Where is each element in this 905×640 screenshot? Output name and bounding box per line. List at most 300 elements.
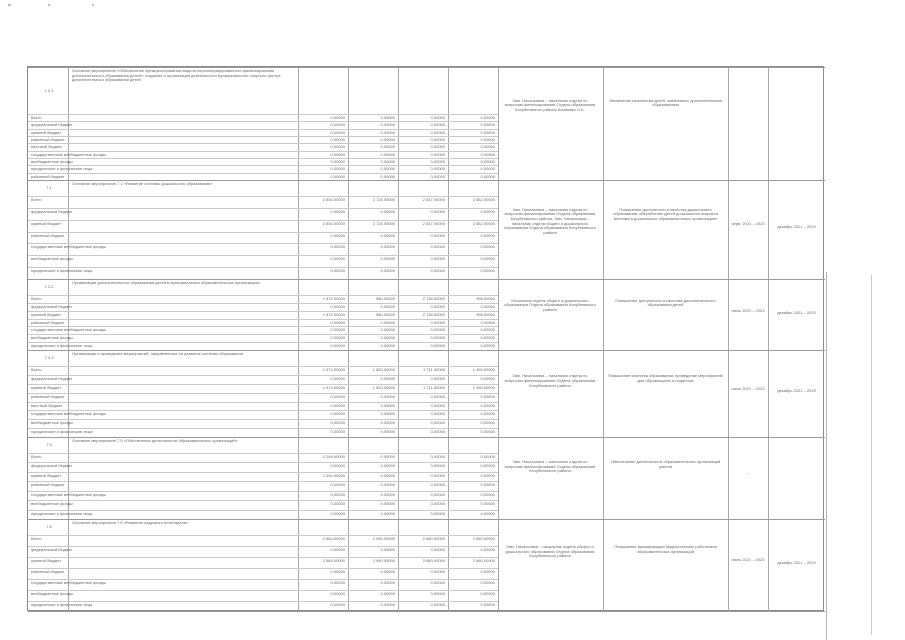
row-label: Всего: [31, 536, 42, 541]
deadline-text: декабрь 2021 – 2023: [777, 389, 816, 394]
row-label: краевой бюджет: [31, 384, 62, 390]
table-bottom: [28, 611, 825, 612]
row-value: 0,00000: [430, 472, 445, 478]
row-value: 2 138,00000: [422, 296, 445, 301]
row-value: 0,00000: [330, 268, 345, 274]
row-divider: [28, 319, 498, 320]
row-value: 0,00000: [430, 256, 445, 262]
row-value: 0,00000: [380, 602, 395, 607]
row-label: краевой бюджет: [31, 220, 62, 226]
row-value: 0,00000: [380, 303, 395, 309]
row-value: 2 660,00000: [422, 558, 445, 563]
row-label: государственные внебюджетные фонды: [31, 580, 107, 585]
row-value: 0,00000: [480, 343, 495, 349]
row-divider: [28, 129, 498, 130]
row-divider: [28, 158, 498, 159]
row-value: 0,00000: [330, 591, 345, 596]
row-label: юридические и физические лица: [31, 268, 93, 274]
row-value: 0,00000: [380, 501, 395, 507]
row-divider: [28, 220, 498, 221]
row-divider: [28, 546, 498, 547]
row-value: 0,00000: [480, 393, 495, 399]
row-divider: [28, 208, 498, 209]
row-label: юридические и физические лица: [31, 429, 93, 435]
row-divider: [28, 557, 498, 558]
row-value: 0,00000: [380, 137, 395, 142]
row-value: 1 872,00000: [322, 311, 345, 317]
section-title: Организация дополнительного образования детей в муниципальных образовательных организациях: [72, 281, 260, 285]
row-value: 398,00000: [476, 311, 495, 317]
row-label: Всего: [31, 454, 42, 459]
scan-mark: [8, 4, 11, 6]
row-divider: [28, 311, 498, 312]
row-value: 0,00000: [380, 420, 395, 426]
row-value: 0,00000: [480, 115, 495, 120]
row-value: 0,00000: [430, 547, 445, 552]
section-divider: [28, 180, 825, 181]
row-divider: [28, 462, 498, 463]
row-value: 0,00000: [380, 268, 395, 274]
row-value: 0,00000: [480, 482, 495, 488]
row-value: 0,00000: [430, 569, 445, 574]
row-divider: [28, 384, 498, 385]
row-value: 2 834,00000: [322, 220, 345, 226]
row-value: 0,00000: [380, 402, 395, 408]
row-value: 0,00000: [330, 429, 345, 435]
executor-text: Начальник отдела общего и дошкольного образования Отдела образования Кочубеевского района: [504, 298, 596, 313]
result-text: Обеспечение деятельности образовательных организаций района: [610, 459, 721, 469]
period-text: июль 2021 – 2023: [731, 308, 765, 313]
row-label: федеральный бюджет: [31, 122, 73, 128]
row-value: 1 294,00000: [322, 472, 345, 478]
row-value: 0,00000: [380, 472, 395, 478]
section-title: Организация и проведение мероприятий, направленных на развитие системы образования: [72, 352, 243, 356]
row-value: 0,00000: [330, 375, 345, 381]
row-value: 0,00000: [480, 129, 495, 135]
row-value: 0,00000: [430, 454, 445, 459]
row-value: 980,00000: [376, 296, 395, 301]
row-label: районный бюджет: [31, 569, 65, 574]
row-label: государственные внебюджетные фонды: [31, 411, 107, 417]
row-label: краевой бюджет: [31, 311, 62, 317]
row-divider: [28, 165, 498, 166]
row-divider: [28, 267, 498, 268]
result-text: Увеличение количества детей, охваченных дополнительным образованием: [609, 98, 722, 108]
row-value: 2 725,00000: [372, 220, 395, 226]
row-value: 0,00000: [380, 491, 395, 497]
row-divider: [28, 491, 498, 492]
row-label: федеральный бюджет: [31, 463, 73, 469]
scan-edge-line: [871, 275, 872, 635]
row-label: местный бюджет: [31, 144, 63, 150]
row-value: 2 664,00000: [322, 558, 345, 563]
row-value: 0,00000: [330, 244, 345, 250]
row-value: 1 574,00000: [322, 367, 345, 372]
row-value: 0,00000: [380, 208, 395, 214]
section-code: 1.2.1: [44, 87, 54, 93]
row-value: 0,00000: [480, 166, 495, 172]
row-divider: [28, 255, 498, 256]
row-divider: [28, 590, 498, 591]
executor-text: Зам. Начальника – начальник отдела по вопросам финансирования Отдела образования Кочубеевского района Балакова О.А.: [504, 98, 596, 112]
row-value: 0,00000: [430, 319, 445, 325]
row-value: 2 138,00000: [422, 311, 445, 317]
row-divider: [28, 326, 498, 327]
row-value: 0,00000: [380, 159, 395, 164]
row-value: 0,00000: [430, 232, 445, 238]
section-code: 7.1: [46, 185, 52, 190]
row-value: 0,00000: [480, 510, 495, 516]
row-value: 0,00000: [480, 591, 495, 596]
row-value: 1 294,00000: [322, 454, 345, 459]
result-text: Повышение квалификации педагогических работников образовательных организаций: [614, 545, 717, 554]
row-value: 0,00000: [480, 122, 495, 128]
row-value: 0,00000: [330, 335, 345, 341]
row-value: 0,00000: [380, 319, 395, 325]
row-divider: [28, 136, 498, 137]
section-code: 7.2.2: [44, 284, 54, 289]
section-title: Основное мероприятие 7.1 «Развитие системы дошкольного образования»: [72, 182, 213, 186]
row-value: 0,00000: [330, 569, 345, 574]
row-value: 0,00000: [330, 173, 345, 179]
row-value: 0,00000: [330, 393, 345, 399]
section-title: Основное мероприятие 7.6 «Развитие кадрового потенциала»: [72, 521, 189, 525]
row-value: 1 711,00000: [423, 384, 445, 390]
row-value: 0,00000: [380, 454, 395, 459]
row-label: юридические и физические лица: [31, 343, 93, 349]
row-value: 0,00000: [330, 319, 345, 325]
row-value: 0,00000: [430, 159, 445, 164]
row-divider: [28, 481, 498, 482]
row-value: 0,00000: [480, 335, 495, 341]
row-label: внебюджетные фонды: [31, 501, 74, 507]
row-value: 0,00000: [380, 151, 395, 157]
row-label: Всего: [31, 367, 42, 372]
row-value: 0,00000: [430, 491, 445, 497]
executor-text: Зам. Начальника – начальник отдела общего и дошкольного образования Отдела образования Кочубеевского района: [505, 545, 595, 559]
row-value: 0,00000: [430, 343, 445, 349]
row-value: 0,00000: [480, 429, 495, 435]
row-value: 0,00000: [380, 115, 395, 120]
row-label: государственные внебюджетные фонды: [31, 327, 107, 333]
row-value: 0,00000: [430, 402, 445, 408]
row-value: 0,00000: [480, 208, 495, 214]
row-value: 0,00000: [430, 429, 445, 435]
row-divider: [28, 151, 498, 152]
row-value: 0,00000: [380, 335, 395, 341]
row-value: 1 490,00000: [472, 384, 495, 390]
row-value: 0,00000: [380, 547, 395, 552]
row-value: 0,00000: [330, 151, 345, 157]
row-value: 0,00000: [330, 232, 345, 238]
row-label: Всего: [31, 296, 42, 301]
row-divider: [28, 419, 498, 420]
row-value: 0,00000: [430, 602, 445, 607]
result-text: Повышение качества образования; проведение мероприятий для обучающихся и педагогов: [608, 374, 723, 383]
row-value: 0,00000: [430, 115, 445, 120]
scan-edge-line: [826, 272, 827, 640]
row-label: юридические и физические лица: [31, 166, 93, 172]
column-divider: [498, 67, 499, 612]
row-value: 0,00000: [330, 501, 345, 507]
row-value: 0,00000: [430, 510, 445, 516]
period-text: июль 2021 – 2023: [731, 558, 765, 563]
row-value: 0,00000: [480, 303, 495, 309]
row-value: 0,00000: [330, 208, 345, 214]
row-value: 0,00000: [330, 510, 345, 516]
row-value: 0,00000: [430, 303, 445, 309]
row-value: 0,00000: [330, 491, 345, 497]
row-value: 0,00000: [480, 472, 495, 478]
row-value: 0,00000: [380, 256, 395, 262]
row-value: 0,00000: [480, 602, 495, 607]
row-value: 0,00000: [380, 429, 395, 435]
row-value: 0,00000: [380, 173, 395, 179]
column-divider: [603, 67, 604, 612]
scan-mark: [92, 4, 94, 6]
row-value: 0,00000: [380, 393, 395, 399]
row-value: 2 990,00000: [372, 536, 395, 541]
row-label: Всего: [31, 115, 42, 120]
row-divider: [28, 232, 498, 233]
row-label: районный бюджет: [31, 482, 65, 488]
period-text: июль 2021 – 2023: [731, 386, 765, 391]
row-value: 0,00000: [330, 256, 345, 262]
row-value: 0,00000: [380, 580, 395, 585]
row-label: государственные внебюджетные фонды: [31, 151, 107, 157]
row-label: юридические и физические лица: [31, 510, 93, 516]
row-value: 2 660,00000: [472, 558, 495, 563]
row-value: 0,00000: [480, 411, 495, 417]
row-value: 0,00000: [480, 402, 495, 408]
row-value: 0,00000: [430, 122, 445, 128]
row-label: районный бюджет: [31, 173, 65, 179]
row-label: федеральный бюджет: [31, 547, 73, 552]
row-value: 0,00000: [330, 602, 345, 607]
column-divider: [768, 67, 769, 612]
row-label: краевой бюджет: [31, 129, 62, 135]
row-value: 0,00000: [330, 547, 345, 552]
deadline-text: декабрь 2021 – 2023: [777, 224, 816, 229]
row-label: краевой бюджет: [31, 472, 62, 478]
section-code: 7.4.3: [44, 355, 54, 360]
row-divider: [28, 375, 498, 376]
row-value: 1 820,00000: [372, 367, 395, 372]
row-value: 0,00000: [430, 129, 445, 135]
row-label: районный бюджет: [31, 137, 65, 142]
row-value: 0,00000: [480, 327, 495, 333]
row-value: 0,00000: [430, 327, 445, 333]
row-value: 0,00000: [480, 268, 495, 274]
row-value: 0,00000: [430, 144, 445, 150]
row-value: 0,00000: [480, 319, 495, 325]
row-divider: [28, 579, 498, 580]
row-value: 398,00000: [476, 296, 495, 301]
row-value: 0,00000: [480, 375, 495, 381]
row-value: 2 837,00000: [422, 220, 445, 226]
row-value: 980,00000: [376, 311, 395, 317]
row-value: 1 490,00000: [472, 367, 495, 372]
row-value: 0,00000: [430, 463, 445, 469]
row-value: 0,00000: [430, 166, 445, 172]
row-label: государственные внебюджетные фонды: [31, 244, 107, 250]
row-label: внебюджетные фонды: [31, 335, 74, 341]
row-value: 2 664,00000: [322, 536, 345, 541]
row-value: 1 711,00000: [423, 367, 445, 372]
row-value: 0,00000: [380, 166, 395, 172]
scan-mark: [48, 4, 50, 6]
row-divider: [28, 303, 498, 304]
row-value: 0,00000: [380, 510, 395, 516]
section-divider: [28, 67, 825, 68]
row-value: 0,00000: [380, 122, 395, 128]
row-label: внебюджетные фонды: [31, 159, 74, 164]
row-value: 0,00000: [330, 166, 345, 172]
row-value: 1 574,00000: [322, 384, 345, 390]
row-value: 0,00000: [380, 482, 395, 488]
row-divider: [28, 393, 498, 394]
row-value: 0,00000: [330, 343, 345, 349]
row-value: 0,00000: [430, 591, 445, 596]
row-label: юридические и физические лица: [31, 602, 93, 607]
row-divider: [28, 472, 498, 473]
result-text: Повышение доступности и качества дополнительного образования детей: [615, 298, 716, 308]
row-value: 2 834,00000: [322, 197, 345, 202]
executor-text: Зам. Начальника – начальник отдела по вопросам финансирования Отдела образования Кочубеевского района; Зам. Начальника – начальник отдела общего и дошкольного образования Отдела образования Кочубеевского района: [504, 207, 596, 235]
row-value: 0,00000: [330, 327, 345, 333]
row-value: 0,00000: [330, 144, 345, 150]
row-value: 0,00000: [480, 159, 495, 164]
row-value: 0,00000: [330, 420, 345, 426]
section-divider: [28, 437, 825, 438]
row-divider: [28, 173, 498, 174]
deadline-text: декабрь 2021 – 2023: [777, 560, 816, 565]
row-value: 0,00000: [380, 343, 395, 349]
row-value: 0,00000: [330, 159, 345, 164]
row-value: 0,00000: [480, 420, 495, 426]
row-divider: [28, 121, 498, 122]
row-value: 0,00000: [480, 463, 495, 469]
row-value: 0,00000: [380, 569, 395, 574]
row-label: федеральный бюджет: [31, 375, 73, 381]
row-value: 0,00000: [330, 122, 345, 128]
row-value: 0,00000: [330, 129, 345, 135]
row-value: 0,00000: [330, 137, 345, 142]
row-value: 0,00000: [380, 232, 395, 238]
deadline-text: декабрь 2021 – 2023: [777, 310, 816, 315]
row-label: районный бюджет: [31, 393, 65, 399]
row-value: 0,00000: [430, 580, 445, 585]
row-divider: [28, 243, 498, 244]
row-value: 0,00000: [430, 411, 445, 417]
row-value: 2 660,00000: [422, 536, 445, 541]
row-value: 0,00000: [380, 327, 395, 333]
row-label: внебюджетные фонды: [31, 256, 74, 262]
row-value: 2 882,00000: [472, 220, 495, 226]
executor-text: Зам. Начальника – начальник отдела по вопросам финансирования Отдела образования Кочубеевского района: [504, 459, 596, 474]
row-value: 0,00000: [380, 129, 395, 135]
row-divider: [28, 568, 498, 569]
row-value: 2 837,00000: [422, 197, 445, 202]
row-label: государственные внебюджетные фонды: [31, 491, 107, 497]
row-value: 0,00000: [430, 173, 445, 179]
row-value: 0,00000: [380, 244, 395, 250]
row-value: 0,00000: [330, 580, 345, 585]
row-value: 0,00000: [430, 268, 445, 274]
row-value: 0,00000: [480, 173, 495, 179]
row-value: 0,00000: [480, 232, 495, 238]
row-value: 0,00000: [380, 375, 395, 381]
row-value: 0,00000: [430, 335, 445, 341]
row-value: 0,00000: [430, 208, 445, 214]
row-value: 0,00000: [430, 244, 445, 250]
row-label: районный бюджет: [31, 319, 65, 325]
column-divider: [728, 67, 729, 612]
row-label: федеральный бюджет: [31, 208, 73, 214]
row-label: местный бюджет: [31, 402, 63, 408]
row-value: 0,00000: [330, 482, 345, 488]
row-value: 0,00000: [480, 547, 495, 552]
row-value: 0,00000: [480, 454, 495, 459]
row-value: 0,00000: [480, 501, 495, 507]
row-label: районный бюджет: [31, 232, 65, 238]
row-value: 0,00000: [380, 463, 395, 469]
row-value: 0,00000: [330, 402, 345, 408]
row-value: 2 660,00000: [472, 536, 495, 541]
row-value: 0,00000: [430, 393, 445, 399]
section-code: 7.6: [46, 524, 52, 529]
executor-text: Зам. Начальника – начальник отдела по вопросам финансирования Отдела образования Кочубеевского района: [504, 374, 596, 388]
row-label: внебюджетные фонды: [31, 591, 74, 596]
row-value: 2 725,00000: [372, 197, 395, 202]
row-value: 0,00000: [430, 501, 445, 507]
row-value: 0,00000: [480, 580, 495, 585]
row-value: 0,00000: [380, 591, 395, 596]
section-title: Основное мероприятие «Обеспечение функционирования модели персонифицированного финансирования дополнительного образования детей»; создание и организация деятельности муниципального опорного центра дополнительного образования детей: [72, 69, 281, 83]
row-value: 0,00000: [380, 144, 395, 150]
row-value: 0,00000: [480, 256, 495, 262]
result-text: Повышение доступности и качества дошкольного образования; обеспечение детей дошкольного возраста местами в дошкольных образовательных организациях: [613, 207, 718, 221]
row-value: 1 872,00000: [322, 296, 345, 301]
row-divider: [28, 510, 498, 511]
row-value: 0,00000: [430, 420, 445, 426]
section-divider: [28, 350, 825, 351]
section-title: Основное мероприятие 7.5 «Обеспечение деятельности образовательных организаций»: [72, 439, 238, 443]
row-value: 0,00000: [430, 151, 445, 157]
row-label: Всего: [31, 197, 42, 202]
row-divider: [28, 342, 498, 343]
row-value: 0,00000: [330, 411, 345, 417]
row-divider: [28, 428, 498, 429]
row-value: 0,00000: [480, 144, 495, 150]
row-label: краевой бюджет: [31, 558, 62, 563]
row-divider: [28, 402, 498, 403]
row-value: 0,00000: [330, 463, 345, 469]
row-value: 0,00000: [480, 569, 495, 574]
row-label: внебюджетные фонды: [31, 420, 74, 426]
row-value: 0,00000: [480, 137, 495, 142]
row-divider: [28, 500, 498, 501]
row-label: федеральный бюджет: [31, 303, 73, 309]
row-value: 2 990,00000: [372, 558, 395, 563]
program-table: [27, 66, 824, 611]
row-value: 0,00000: [330, 303, 345, 309]
row-value: 0,00000: [380, 411, 395, 417]
period-text: –: [746, 471, 750, 476]
row-value: 1 820,00000: [372, 384, 395, 390]
section-divider: [28, 279, 825, 280]
row-value: 2 882,00000: [472, 197, 495, 202]
